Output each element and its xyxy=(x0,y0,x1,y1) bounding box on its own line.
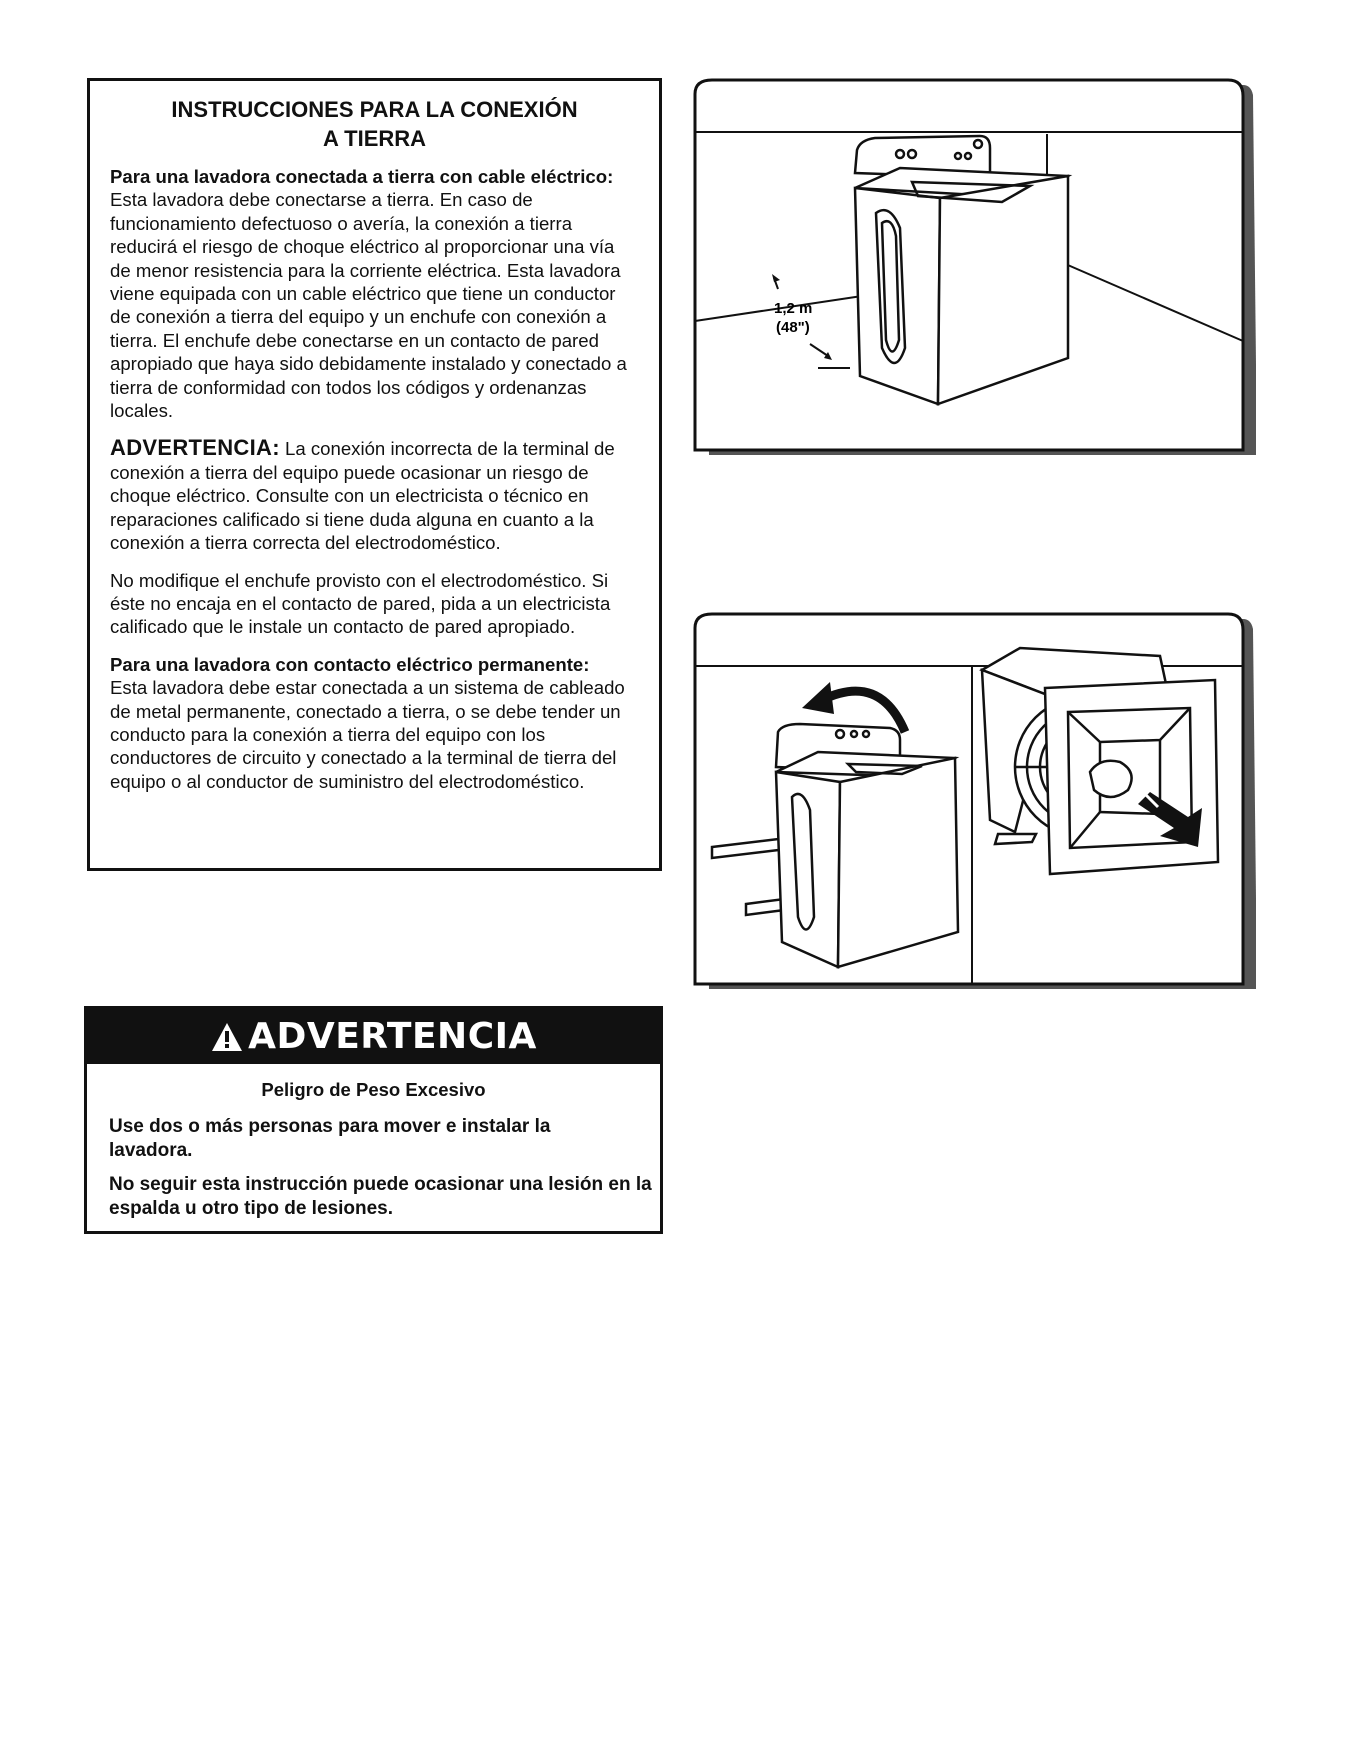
dimension-metric: 1,2 m xyxy=(774,300,813,317)
permanent-section xyxy=(110,653,639,793)
clearance-illustration xyxy=(690,78,1256,458)
grounding-warning-text: La conexión incorrecta de la terminal de conexión a tierra del equipo puede ocasionar un riesgo de choque eléctrico. Consulte con un electricista o técnico en reparaciones calificado si tiene duda alguna en cuanto a la conexión a tierra correcta del electrodoméstico. xyxy=(110,438,615,554)
permanent-heading: Para una lavadora con contacto eléctrico permanente: xyxy=(110,653,590,675)
warning-line2: No seguir esta instrucción puede ocasionar una lesión en la espalda u otro tipo de lesiones. xyxy=(109,1174,652,1219)
warning-line1: Use dos o más personas para mover e instalar la lavadora. xyxy=(109,1116,551,1161)
cord-section xyxy=(110,165,639,422)
grounding-warning-word: ADVERTENCIA: xyxy=(110,435,280,461)
plug-text: No modifique el enchufe provisto con el electrodoméstico. Si éste no encaja en el contacto de pared, pida a un electricista calificado que le instale un contacto de pared apropiado. xyxy=(110,569,611,638)
dimension-imperial: (48") xyxy=(776,319,810,336)
washer-drawing xyxy=(855,136,1068,404)
warning-header xyxy=(87,1009,660,1064)
warning-subtitle: Peligro de Peso Excesivo xyxy=(261,1079,486,1100)
grounding-title xyxy=(110,95,639,153)
grounding-title-line2: A TIERRA xyxy=(322,126,427,151)
tilt-illustration-svg xyxy=(690,612,1256,992)
weight-warning-box xyxy=(84,1006,663,1234)
permanent-text: Esta lavadora debe estar conectada a un sistema de cableado de metal permanente, conectado a tierra, o se debe tender un conducto para la conexión a tierra del equipo con los conductores de circuito y conectado a la terminal de tierra del equipo o al conductor de suministro del electrodoméstico. xyxy=(110,677,625,792)
grounding-title-line1: INSTRUCCIONES PARA LA CONEXIÓN xyxy=(171,97,578,122)
warning-triangle-icon xyxy=(210,1021,244,1053)
grounding-warning-section xyxy=(110,436,639,554)
grounding-instructions-box xyxy=(87,78,662,871)
clearance-illustration-svg xyxy=(690,78,1256,458)
cord-heading: Para una lavadora conectada a tierra con cable eléctrico: xyxy=(110,166,614,187)
cord-text: Esta lavadora debe conectarse a tierra. En caso de funcionamiento defectuoso o avería, la conexión a tierra reducirá el riesgo de choque eléctrico al proporcionar una vía de menor resistencia para la corriente eléctrica. Esta lavadora viene equipada con un cable eléctrico que tiene un conductor de conexión a tierra del equipo y un enchufe con conexión a tierra. El enchufe debe conectarse en un contacto de pared apropiado que haya sido debidamente instalado y conectado a tierra de conformidad con todos los códigos y ordenanzas locales. xyxy=(110,189,627,422)
warning-header-label: ADVERTENCIA xyxy=(248,1016,537,1057)
tilt-illustration xyxy=(690,612,1256,992)
